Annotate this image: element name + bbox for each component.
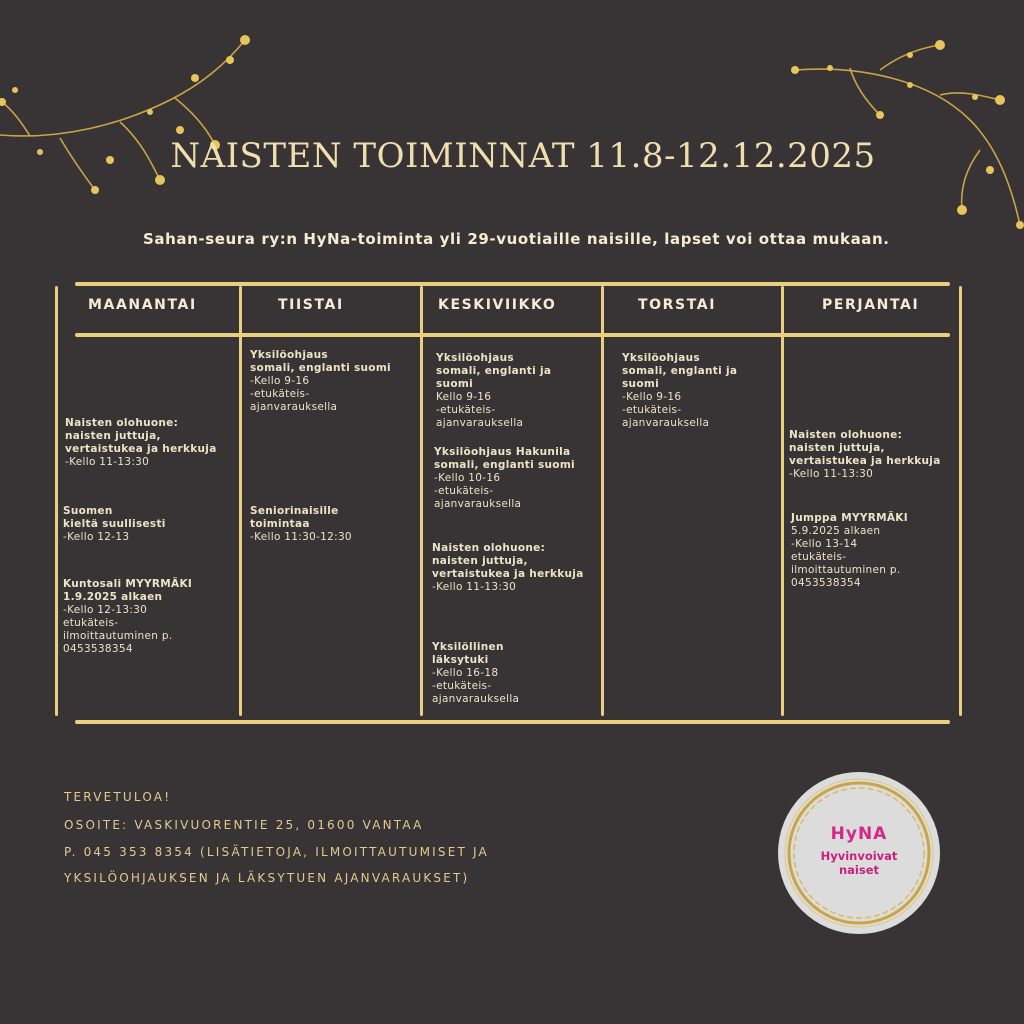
event-detail: -Kello 11-13:30 bbox=[789, 468, 874, 480]
table-bottom-line bbox=[75, 720, 950, 724]
table-left-border bbox=[55, 286, 58, 716]
event-title: Suomen kieltä suullisesti bbox=[63, 505, 166, 530]
event-title: Seniorinaisille toimintaa bbox=[250, 505, 339, 530]
event-item bbox=[622, 352, 737, 430]
event-title: Yksilöllinen läksytuki bbox=[432, 641, 504, 666]
table-right-border bbox=[959, 286, 962, 716]
event-item bbox=[432, 641, 519, 706]
event-detail: -Kello 16-18 -etukäteis- ajanvarauksella bbox=[432, 667, 520, 705]
event-detail: -Kello 11:30-12:30 bbox=[250, 531, 352, 543]
event-item bbox=[432, 542, 584, 594]
event-detail: -Kello 10-16 -etukäteis- ajanvarauksella bbox=[434, 472, 522, 510]
event-title: Yksilöohjaus somali, englanti ja suomi bbox=[436, 352, 552, 390]
event-detail: -Kello 11-13:30 bbox=[65, 456, 150, 468]
event-title: Yksilöohjaus somali, englanti suomi bbox=[250, 349, 391, 374]
event-title: Yksilöohjaus Hakunila somali, englanti suomi bbox=[434, 446, 575, 471]
subtitle: Sahan-seura ry:n HyNa-toiminta yli 29-vuotiaille naisille, lapset voi ottaa mukaan. bbox=[143, 230, 890, 248]
event-item bbox=[63, 505, 166, 544]
hyna-logo-badge bbox=[778, 772, 940, 934]
event-item bbox=[434, 446, 575, 511]
event-detail: -Kello 12-13:30 etukäteis- ilmoittautuminen p. 0453538354 bbox=[63, 604, 173, 655]
brand-tagline: Hyvinvoivat naiset bbox=[820, 849, 898, 877]
column-divider bbox=[239, 286, 242, 716]
event-item bbox=[250, 349, 391, 414]
event-detail: 5.9.2025 alkaen -Kello 13-14 etukäteis- ilmoittautuminen p. 0453538354 bbox=[791, 525, 901, 589]
day-header-friday: PERJANTAI bbox=[822, 297, 920, 313]
event-title: Naisten olohuone: naisten juttuja, vertaistukea ja herkkuja bbox=[432, 542, 584, 580]
event-title: Naisten olohuone: naisten juttuja, vertaistukea ja herkkuja bbox=[65, 417, 217, 455]
day-header-wednesday: KESKIVIIKKO bbox=[438, 297, 557, 313]
event-item bbox=[436, 352, 551, 430]
event-title: Yksilöohjaus somali, englanti ja suomi bbox=[622, 352, 738, 390]
event-detail: -Kello 9-16 -etukäteis- ajanvarauksella bbox=[250, 375, 338, 413]
day-header-thursday: TORSTAI bbox=[638, 297, 717, 313]
event-detail: -Kello 12-13 bbox=[63, 531, 130, 543]
event-detail: -Kello 9-16 -etukäteis- ajanvarauksella bbox=[622, 391, 710, 429]
event-item bbox=[65, 417, 217, 469]
phone-text-continued: YKSILÖOHJAUKSEN JA LÄKSYTUEN AJANVARAUKSET) bbox=[64, 871, 470, 885]
brand-name: HyNA bbox=[830, 824, 888, 844]
event-title: Naisten olohuone: naisten juttuja, vertaistukea ja herkkuja bbox=[789, 429, 941, 467]
phone-text: P. 045 353 8354 (LISÄTIETOJA, ILMOITTAUTUMISET JA bbox=[64, 845, 489, 859]
event-title: Jumppa MYYRMÄKI bbox=[791, 512, 908, 524]
day-header-tuesday: TIISTAI bbox=[278, 297, 344, 313]
column-divider bbox=[601, 286, 604, 716]
address-text: OSOITE: VASKIVUORENTIE 25, 01600 VANTAA bbox=[64, 818, 424, 832]
column-divider bbox=[781, 286, 784, 716]
event-item bbox=[789, 429, 941, 481]
welcome-text: TERVETULOA! bbox=[64, 790, 172, 804]
table-top-line bbox=[75, 282, 950, 286]
event-item bbox=[63, 578, 192, 656]
day-header-monday: MAANANTAI bbox=[88, 297, 197, 313]
event-title: Kuntosali MYYRMÄKI 1.9.2025 alkaen bbox=[63, 578, 193, 603]
event-item bbox=[250, 505, 352, 544]
table-header-line bbox=[75, 333, 950, 337]
column-divider bbox=[420, 286, 423, 716]
page-title: NAISTEN TOIMINNAT 11.8-12.12.2025 bbox=[170, 136, 876, 176]
event-item bbox=[791, 512, 908, 590]
event-detail: -Kello 11-13:30 bbox=[432, 581, 517, 593]
event-detail: Kello 9-16 -etukäteis- ajanvarauksella bbox=[436, 391, 524, 429]
